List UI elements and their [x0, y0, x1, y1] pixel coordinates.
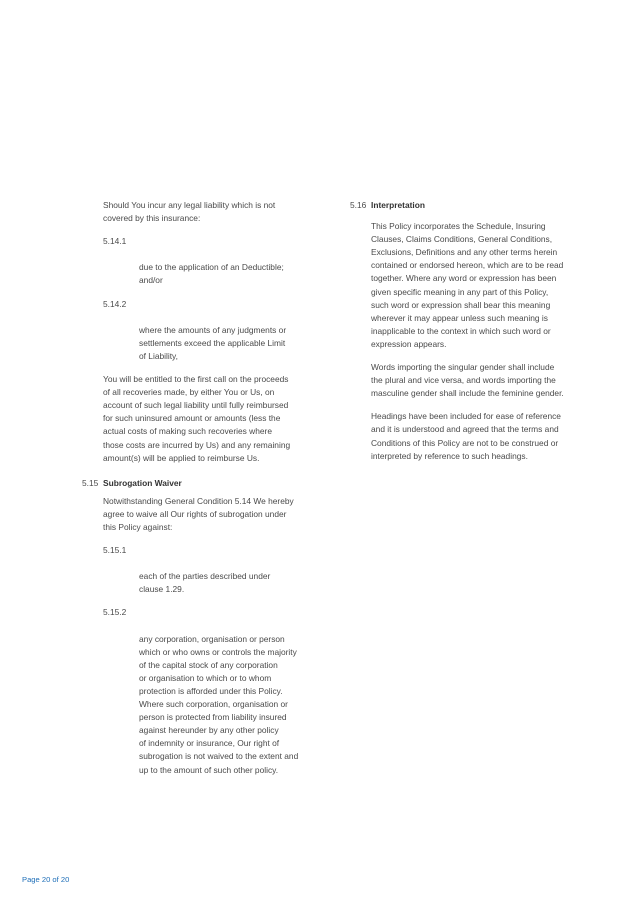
subrogation-paragraph [82, 495, 314, 534]
clause-text: due to the application of an Deductible; and/or [139, 262, 284, 286]
section-heading-5-15 [82, 477, 314, 490]
clause-number: 5.14.1 [103, 236, 127, 247]
intro-text: Should You incur any legal liability which is not covered by this insurance: [103, 200, 276, 224]
section-heading-5-16 [350, 199, 582, 212]
clause-5-14-2 [82, 298, 314, 363]
clause-5-15-2 [82, 606, 314, 776]
clause-text: where the amounts of any judgments or settlements exceed the applicable Limit of Liability, [139, 324, 287, 361]
reimbursement-text: You will be entitled to the first call on the proceeds of all recoveries made, by either You or Us, on account of such legal liability until fully reimbursed for such uninsured amount or amounts (less the actual costs of making such recoveries where those costs are incurred by Us) and any remaining amount(s) will be applied to reimburse Us. [103, 374, 291, 463]
right-column [350, 199, 582, 463]
section-number: 5.15 [82, 477, 99, 488]
headings-paragraph: Headings have been included for ease of reference and it is understood and agreed that the terms and Conditions of this Policy are not to be construed or interpreted by reference to such headings. [371, 411, 561, 461]
clause-5-14-1 [82, 235, 314, 287]
page-number: Page 20 of 20 [22, 875, 70, 884]
clause-number: 5.14.2 [103, 298, 127, 309]
section-title: Subrogation Waiver [103, 477, 182, 488]
section-title: Interpretation [371, 200, 425, 210]
interpretation-body [350, 220, 582, 463]
clause-number: 5.15.2 [103, 607, 127, 618]
intro-paragraph [82, 199, 314, 225]
subrogation-text: Notwithstanding General Condition 5.14 We hereby agree to waive all Our rights of subrogation under this Policy against: [103, 495, 294, 532]
clause-text: each of the parties described under clause 1.29. [139, 571, 271, 595]
gender-paragraph: Words importing the singular gender shall include the plural and vice versa, and words importing the masculine gender shall include the feminine gender. [371, 362, 564, 399]
clause-number: 5.15.1 [103, 545, 127, 556]
clause-text: any corporation, organisation or person which or who owns or controls the majority of the capital stock of any corporation or organisation to which or to whom protection is afforded under this Policy. Where such corporation, organisation or person is protected from liability insured against hereunder by any other policy of indemnity or insurance, Our right of subrogation is not waived to the extent and up to the amount of such other policy. [139, 633, 299, 775]
reimbursement-paragraph [82, 373, 314, 465]
interpretation-paragraph: This Policy incorporates the Schedule, Insuring Clauses, Claims Conditions, General Conditions, Exclusions, Definitions and any other terms herein contained or endorsed hereon, which are to be read together. Where any word or expression has been given specific meaning in any part of this Policy, such word or expression shall bear this meaning wherever it may appear unless such meaning is inapplicable to the context in which such word or expression appears. [371, 221, 564, 349]
left-column [82, 199, 314, 777]
section-number: 5.16 [350, 200, 367, 210]
clause-5-15-1 [82, 544, 314, 596]
